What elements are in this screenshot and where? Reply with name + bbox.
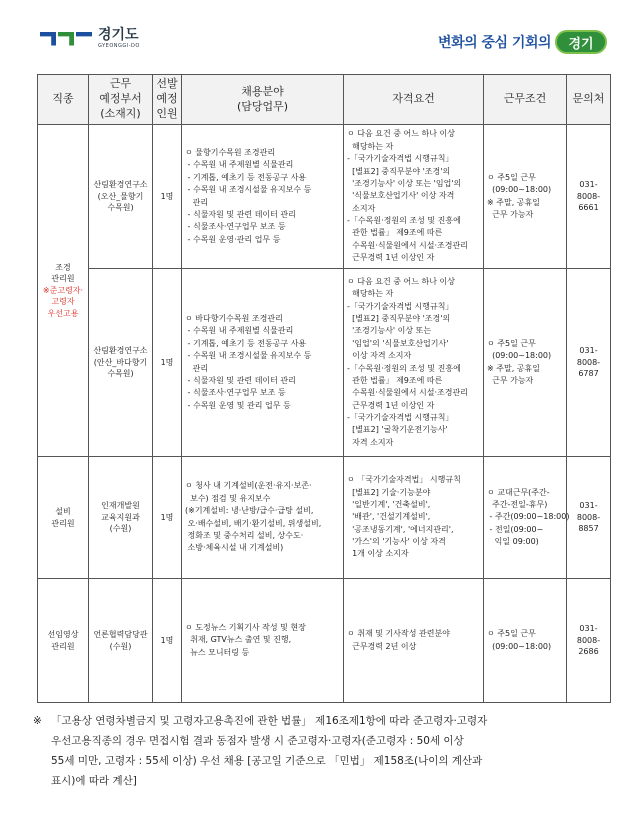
header-count: 선발 예정 인원	[153, 75, 182, 125]
header-contact: 문의처	[567, 75, 611, 125]
table-row	[38, 269, 611, 457]
table-row	[38, 579, 611, 703]
contact-cell: 031-8008- 6787	[567, 269, 611, 457]
header-dept: 근무 예정부서 (소재지)	[89, 75, 153, 125]
header-conditions: 근무조건	[484, 75, 567, 125]
conditions-cell: ㅇ 교대근무(주간- 주간-전일-휴무) - 주간(09:00~18:00) - 전일(09:00~ 익일 09:00)	[484, 457, 567, 579]
slogan-badge: 경기	[555, 30, 607, 54]
conditions-cell: ㅇ 주5일 근무 (09:00~18:00) ※ 주말, 공휴일 근무 가능자	[484, 125, 567, 269]
qualification-cell: ㅇ 취재 및 기사작성 관련분야 근무경력 2년 이상	[344, 579, 484, 703]
dept-cell: 산림환경연구소 (안산_바다향기 수목원)	[89, 269, 153, 457]
qualification-cell: ㅇ 「국가기술자격법」 시행규칙 [별표2] 기술·기능분야 '일반기계', '건축설비', '배관', '건설기계설비', '공조냉동기계', '에너지관리', '가스'의 '기능사' 이상 자격 1개 이상 소지자	[344, 457, 484, 579]
slogan-text: 변화의 중심 기회의	[438, 35, 551, 51]
job-cell: 선임영상 관리원	[38, 579, 89, 703]
logo-title: 경기도	[98, 27, 139, 43]
count-cell: 1명	[153, 579, 182, 703]
page-header	[0, 0, 643, 70]
footnote-line: 「고용상 연령차별금지 및 고령자고용촉진에 관한 법률」 제16조제1항에 따라 준고령자·고령자	[51, 715, 488, 727]
table-row	[38, 457, 611, 579]
count-cell: 1명	[153, 269, 182, 457]
field-cell: ㅇ 청사 내 기계설비(운전·유지·보존· 보수) 점검 및 유지보수 (※기계설비: 냉·난방/급수·급탕 설비, 오·배수설비, 배기·환기설비, 위생설비, 정화조 및 중수처리 설비, 상수도· 소방·체육시설 내 기계설비)	[182, 457, 344, 579]
job-title: 조경 관리원	[51, 262, 75, 284]
footnote-line: 55세 미만, 고령자 : 55세 이상) 우선 채용 [공고일 기준으로 「민법」 제158조(나이의 계산과	[51, 754, 483, 767]
job-cell	[38, 125, 89, 457]
gyeonggi-logo	[40, 28, 140, 49]
gyeonggi-logo-mark-icon	[40, 32, 92, 46]
header-field: 채용분야 (담당업무)	[182, 75, 344, 125]
table-row	[38, 125, 611, 269]
recruitment-table	[37, 74, 611, 703]
dept-cell: 인재개발원 교육지원과 (수원)	[89, 457, 153, 579]
job-priority-note: ※준고령자· 고령자 우선고용	[42, 285, 84, 318]
job-cell: 설비 관리원	[38, 457, 89, 579]
dept-cell: 산림환경연구소 (오산_물향기 수목원)	[89, 125, 153, 269]
field-cell: ㅇ 물향기수목원 조경관리 - 수목원 내 주제원별 식물관리 - 기계톱, 예초기 등 전동공구 사용 - 수목원 내 조경시설물 유지보수 등 관리 - 식물자원 및 관련 데이터 관리 - 식물조사·연구업무 보조 등 - 수목원 운영·관리 업무 등	[182, 125, 344, 269]
dept-cell: 언론협력담당관 (수원)	[89, 579, 153, 703]
footnote-line: 표시)에 따라 계산]	[51, 774, 137, 787]
contact-cell: 031-8008- 6661	[567, 125, 611, 269]
logo-subtitle: GYEONGGI-DO	[98, 43, 140, 49]
header-job: 직종	[38, 75, 89, 125]
slogan	[438, 30, 607, 54]
footnote	[33, 712, 613, 792]
field-cell: ㅇ 바다향기수목원 조경관리 - 수목원 내 주제원별 식물관리 - 기계톱, 예초기 등 전동공구 사용 - 수목원 내 조경시설물 유지보수 등 관리 - 식물자원 및 관련 데이터 관리 - 식물조사·연구업무 보조 등 - 수목원 운영 및 관리 업무 등	[182, 269, 344, 457]
field-cell: ㅇ 도정뉴스 기획기사 작성 및 현장 취재, GTV뉴스 출연 및 진행, 뉴스 모니터링 등	[182, 579, 344, 703]
footnote-mark: ※	[33, 715, 42, 727]
contact-cell: 031-8008- 8857	[567, 457, 611, 579]
qualification-cell: ㅇ 다음 요건 중 어느 하나 이상 해당하는 자 -「국가기술자격법 시행규칙」 [별표2] 중직무분야 '조경'의 '조경기능사' 이상 또는 '임업'의 '식물보호산업기사' 이상 자격 소지자 -「수목원·정원의 조성 및 진흥에 관한 법률」 제9조에 따른 수목원·식물원에서 시설·조경관리 근무경력 1년 이상인 자 -「국가기술자격법 시행규칙」 [별표2] '굴착기운전기능사' 자격 소지자	[344, 269, 484, 457]
count-cell: 1명	[153, 125, 182, 269]
count-cell: 1명	[153, 457, 182, 579]
conditions-cell: ㅇ 주5일 근무 (09:00~18:00) ※ 주말, 공휴일 근무 가능자	[484, 269, 567, 457]
table-header-row	[38, 75, 611, 125]
qualification-cell: ㅇ 다음 요건 중 어느 하나 이상 해당하는 자 -「국가기술자격법 시행규칙」 [별표2] 중직무분야 '조경'의 '조경기능사' 이상 또는 '임업'의 '식물보호산업기사' 이상 자격 소지자 -「수목원·정원의 조성 및 진흥에 관한 법률」 제9조에 따른 수목원·식물원에서 시설·조경관리 근무경력 1년 이상인 자	[344, 125, 484, 269]
contact-cell: 031-8008- 2686	[567, 579, 611, 703]
header-qualification: 자격요건	[344, 75, 484, 125]
conditions-cell: ㅇ 주5일 근무 (09:00~18:00)	[484, 579, 567, 703]
footnote-line: 우선고용직종의 경우 면접시험 결과 동점자 발생 시 준고령자·고령자(준고령자 : 50세 이상	[51, 734, 464, 747]
